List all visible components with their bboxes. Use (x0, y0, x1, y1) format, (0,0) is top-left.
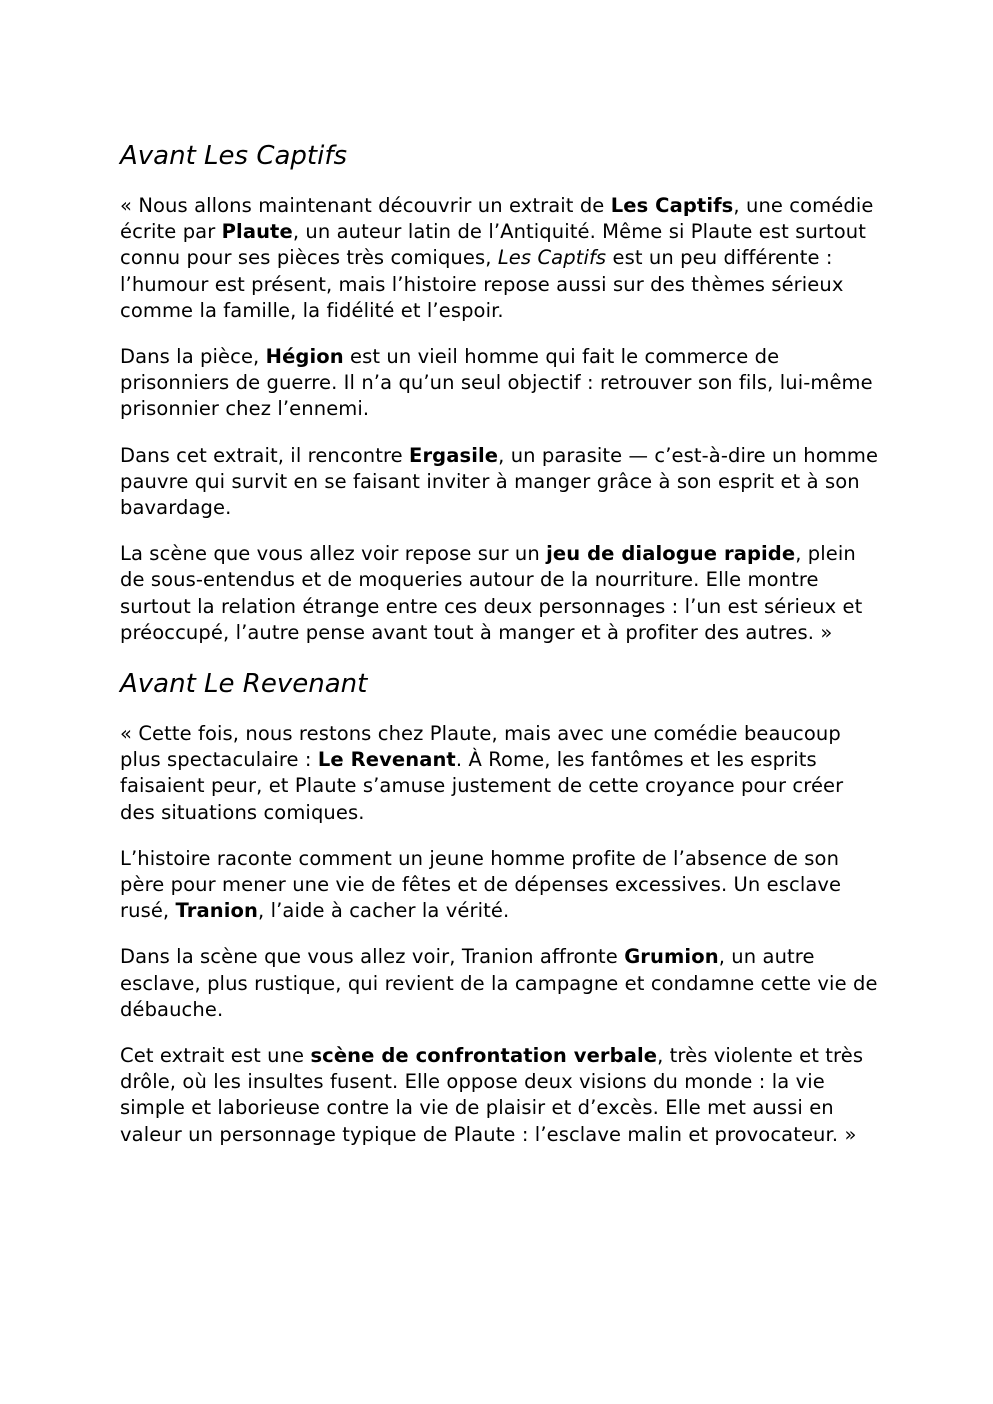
text-run: , plein de sous-entendus et de moqueries autour de la nourriture. Elle montre surtout la relation étrange entre ces deux personnages : l’un est sérieux et préoccupé, l’autre pense avant tout à manger et à profiter des autres. » (120, 542, 863, 644)
section-heading: Avant Le Revenant (120, 669, 368, 700)
text-run: , un auteur latin de l’Antiquité. Même si Plaute est surtout connu pour ses pièces très comiques, (120, 220, 867, 270)
text-run: est un vieil homme qui fait le commerce de prisonniers de guerre. Il n’a qu’un seul objectif : retrouver son fils, lui-même prisonnier chez l’ennemi. (120, 345, 873, 421)
text-run: est un peu différente : l’humour est présent, mais l’histoire repose aussi sur des thèmes sérieux comme la famille, la fidélité et l’espoir. (120, 246, 844, 322)
paragraph-intro-captifs (120, 193, 880, 324)
bold-title-le-revenant: Le Revenant (317, 748, 456, 772)
text-run: La scène que vous allez voir repose sur un (120, 542, 547, 566)
bold-character-ergasile: Ergasile (409, 443, 499, 467)
paragraph-hegion (120, 344, 880, 423)
text-run: Dans la pièce, (120, 345, 266, 369)
section-heading: Avant Les Captifs (120, 141, 348, 171)
section-avant-le-revenant (120, 666, 880, 1148)
bold-scene-confrontation: scène de confrontation verbale (310, 1044, 658, 1068)
document-page (120, 138, 880, 1168)
bold-character-hegion: Hégion (265, 345, 344, 369)
text-run: « Nous allons maintenant découvrir un extrait de (120, 194, 611, 217)
bold-jeu-de-dialogue: jeu de dialogue rapide (546, 542, 796, 566)
bold-character-tranion: Tranion (175, 899, 259, 923)
text-run: , très violente et très drôle, où les insultes fusent. Elle oppose deux visions du monde : la vie simple et laborieuse contre la vie de plaisir et d’excès. Elle met aussi en valeur un personnage typique de Plaute : l’esclave malin et provocateur. » (120, 1044, 864, 1146)
bold-author-plaute: Plaute (221, 220, 293, 244)
text-run: , une comédie écrite par (120, 194, 874, 244)
paragraph-ergasile (120, 443, 880, 522)
paragraph-confrontation (120, 1043, 880, 1148)
italic-title-les-captifs: Les Captifs (497, 246, 607, 270)
text-run: Dans cet extrait, il rencontre (120, 443, 410, 467)
paragraph-dialogue (120, 541, 880, 646)
text-run: , l’aide à cacher la vérité. (258, 899, 510, 923)
text-run: « Cette fois, nous restons chez Plaute, mais avec une comédie beaucoup plus spectaculaire : (120, 722, 841, 772)
paragraph-intro-revenant (120, 721, 880, 826)
section-avant-les-captifs (120, 138, 880, 646)
text-run: , un parasite — c’est-à-dire un homme pauvre qui survit en se faisant inviter à manger grâce à son esprit et à son bavardage. (120, 443, 879, 520)
text-run: . À Rome, les fantômes et les esprits faisaient peur, et Plaute s’amuse justement de cette croyance pour créer des situations comiques. (120, 748, 844, 824)
text-run: L’histoire raconte comment un jeune homme profite de l’absence de son père pour mener une vie de fêtes et de dépenses excessives. Un esclave rusé, (120, 846, 842, 923)
text-run: , un autre esclave, plus rustique, qui revient de la campagne et condamne cette vie de débauche. (120, 945, 878, 1021)
paragraph-tranion (120, 846, 880, 925)
text-run: Dans la scène que vous allez voir, Tranion affronte (120, 945, 625, 969)
bold-title-les-captifs: Les Captifs (610, 194, 734, 217)
text-run: Cet extrait est une (120, 1044, 311, 1068)
paragraph-grumion (120, 944, 880, 1023)
bold-character-grumion: Grumion (624, 945, 719, 969)
